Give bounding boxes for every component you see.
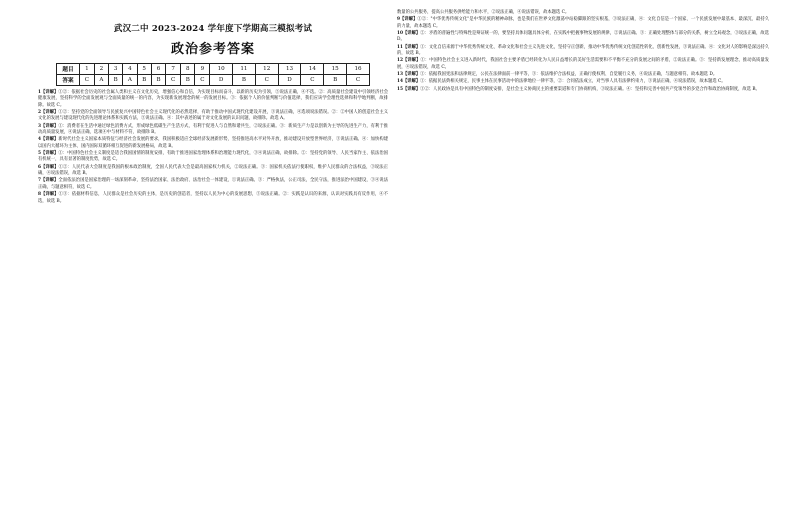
explanation-label: 13【详解】	[397, 72, 421, 78]
explanation-label: 9【详解】	[397, 17, 418, 23]
explanation-text: ①②：人民政协是具有中国特色的制度安排，是社会主义协商民主的重要渠道和专门协商机构，③说法正确。④：坚持和完善中国共产党领导的多党合作和政治协商制度，故选 B。	[420, 86, 760, 92]
right-column	[397, 10, 769, 94]
explanation-paragraph	[38, 165, 388, 178]
explanation-paragraph	[397, 72, 769, 78]
answer-row-label: 答案	[57, 75, 80, 86]
answer-cell: D	[210, 75, 233, 86]
explanation-paragraph	[38, 151, 388, 164]
question-row-label: 题目	[57, 64, 80, 75]
answer-cell: B	[137, 75, 151, 86]
explanation-paragraph	[397, 31, 769, 44]
question-number: 5	[137, 64, 151, 75]
explanation-paragraph	[397, 45, 769, 58]
explanation-paragraph	[38, 192, 388, 205]
explanation-text: ②：矛盾的普遍性与特殊性是辩证统一的，要坚持具体问题具体分析，在实践中把握事物发展的规律，②说法正确。③：正确处理整体与部分的关系，树立全局观念，③说法正确，故选 D。	[397, 31, 769, 43]
explanation-text: ①：中国特色社会主义制度是适合我国国情的制度安排，有助于推进国家治理体系和治理能力现代化，③④说法正确，故排除。②：坚持党的领导、人民当家作主、依法治国有机统一，具有显著的制度优势，故选 C。	[38, 151, 388, 163]
answer-cell: B	[151, 75, 165, 86]
explanation-paragraph	[397, 87, 769, 93]
explanation-paragraph	[38, 137, 388, 150]
explanation-paragraph	[397, 79, 769, 85]
explanation-text: ①：依据我国宪法和法律规定，公民在法律面前一律平等，③：依法维护合法权益，正确行使权利、自觉履行义务，④说法正确，与题意相符。故本题选 D。	[420, 72, 718, 78]
explanation-text: ①②：依据社会历史的社会属人类和主义在文化历史，增强信心和自信，为实现目标而奋斗，以新的历史为引领，⑤说法正确，④不选。②：高质量社会建设中引领经济社会健康发展，坚持科学的全面发展观与全面质量的统一的内容，为实现新发展理念的统一的发展目标。③：依据个人的价值判断与价值选择，我们应该学会理性选择和科学地判断，故排除。故选 C。	[38, 90, 388, 108]
right-explanations	[397, 10, 769, 93]
explanation-paragraph	[397, 17, 769, 30]
left-column	[38, 6, 388, 206]
explanation-paragraph	[397, 58, 769, 71]
explanation-text: ①：依据民法典相关规定，民事主体在民事活动中的法律地位一律平等，②：合同依法成立，对当事人具有法律约束力，③说法正确，④说法错误，故本题选 C。	[420, 79, 726, 85]
answer-cell: C	[195, 75, 210, 86]
explanation-text: ①③：依据材料信息，人民群众是社会历史的主体，是历史的创造者，坚持以人民为中心的发展思想，③说法正确。②：实践是认识的来源，认识对实践具有反作用，④不选，故选 B。	[38, 192, 388, 204]
explanation-text: 数量的公共服务，提高公共服务供给能力和水平，②说法正确，④说法错误，故本题选 C。	[397, 10, 570, 15]
answer-cell: B	[108, 75, 122, 86]
school-header: 武汉二中 2023-2024 学年度下学期高三模拟考试	[113, 24, 313, 34]
explanation-text: ①：消费者在生活中通过绿色消费方式，形成绿色低碳生产生活方式，有利于促进人与自然和谐共生，②说法正确。③：新质生产力是以创新为主导的先进生产力，有利于推动高质量发展，④说法正确，选项④中与材料不符，故排除 B。	[38, 123, 388, 136]
answer-table-question-row	[57, 64, 370, 75]
explanation-label: 10【详解】	[397, 31, 421, 37]
question-number: 12	[255, 64, 278, 75]
explanation-paragraph	[38, 124, 388, 137]
document-title: 政治参考答案	[170, 42, 255, 57]
explanation-paragraph	[38, 178, 388, 191]
answer-table	[56, 63, 370, 86]
explanation-label: 7【详解】	[38, 178, 59, 184]
question-number: 7	[166, 64, 181, 75]
question-number: 8	[181, 64, 195, 75]
explanation-text: ①：中国特色社会主义进入新时代，我国社会主要矛盾已经转化为人民日益增长的美好生活需要和不平衡不充分的发展之间的矛盾，②说法正确。③：坚持新发展理念，推动高质量发展，④说法错误，故选 C。	[397, 58, 770, 70]
question-number: 3	[108, 64, 122, 75]
answer-cell: D	[278, 75, 301, 86]
question-number: 1	[80, 64, 95, 75]
explanation-label: 11【详解】	[397, 44, 421, 50]
answer-cell: C	[347, 75, 370, 86]
question-number: 16	[347, 64, 370, 75]
question-number: 11	[233, 64, 256, 75]
explanation-label: 2【详解】	[38, 110, 59, 116]
explanation-text: ①②："中华优秀传统文化"是中华民族的精神命脉，也是我们在世界文化激荡中站稳脚跟的坚实根基，③说法正确，④：文化自信是一个国家、一个民族发展中最基本、最深沉、最持久的力量，故本题选 C。	[397, 17, 769, 29]
answer-cell: C	[301, 75, 324, 86]
answer-table-answer-row	[57, 75, 370, 86]
question-number: 6	[151, 64, 165, 75]
answer-cell: A	[94, 75, 108, 86]
explanation-label: 12【详解】	[397, 58, 421, 64]
question-number: 14	[301, 64, 324, 75]
explanation-text: ①：文化自信来源于中华优秀传统文化、革命文化和社会主义先进文化，坚持守正创新，推动中华优秀传统文化创造性转化、创新性发展，③说法正确。④：文化对人的影响是深远持久的，故选 B。	[397, 44, 769, 57]
explanation-label: 14【详解】	[397, 79, 421, 85]
explanation-text: ①②：坚持党的全面领导与民族复兴中国特色社会主义现代化的必然选择，有助于推动中国式现代化建设开展，③说法正确，④选项说法错误。②：②中国人的创造社会主义文化的发展与建设现代化的先进理论体系和实践方法，⑤说法正确。④：其中表述的属于对文化发展的认识问题，故排除。故选 A。	[38, 110, 388, 122]
question-number: 10	[210, 64, 233, 75]
answer-cell: C	[80, 75, 95, 86]
answer-cell: C	[255, 75, 278, 86]
explanation-label: 5【详解】	[38, 151, 59, 157]
question-number: 9	[195, 64, 210, 75]
explanation-label: 3【详解】	[38, 123, 59, 129]
explanation-paragraph	[38, 90, 388, 109]
explanation-label: 15【详解】	[397, 86, 421, 92]
question-number: 15	[324, 64, 347, 75]
explanation-text: 全面依法治国是国家治理的一场深刻革命，坚持法治国家、法治政府、法治社会一体建设，①说法正确。③：严格执法，公正司法，全民守法，推进法治中国建设，③④说法正确，与题意相符，故选 C。	[38, 178, 388, 190]
answer-cell: B	[181, 75, 195, 86]
explanation-text: 新时代社会主义国家本质特征与经济社会发展的要求，我国积极适应全球经济发展新形势，坚持推进高水平对外开放，推动建设开放型世界经济，③说法正确。④：加快构建以国内大循环为主体、国内国际双循环相互促进的新发展格局，故选 B。	[38, 137, 388, 149]
answer-cell: B	[233, 75, 256, 86]
answer-cell: C	[166, 75, 181, 86]
explanation-label: 1【详解】	[38, 90, 59, 95]
question-number: 4	[123, 64, 137, 75]
question-number: 13	[278, 64, 301, 75]
explanation-paragraph	[38, 110, 388, 123]
explanation-label: 4【详解】	[38, 137, 59, 143]
answer-cell: A	[123, 75, 137, 86]
question-number: 2	[94, 64, 108, 75]
explanation-label: 8【详解】	[38, 192, 59, 198]
explanation-paragraph	[397, 10, 769, 16]
answer-cell: B	[324, 75, 347, 86]
left-explanations	[38, 90, 388, 205]
explanation-label: 6【详解】	[38, 164, 59, 170]
explanation-text: ①②：人民代表大会制度是我国的根本政治制度，全国人民代表大会是最高国家权力机关，②说法正确。③：国家机关依法行使职权，维护人民群众的合法权益，③说法正确，④说法错误，故选 B。	[38, 164, 388, 177]
